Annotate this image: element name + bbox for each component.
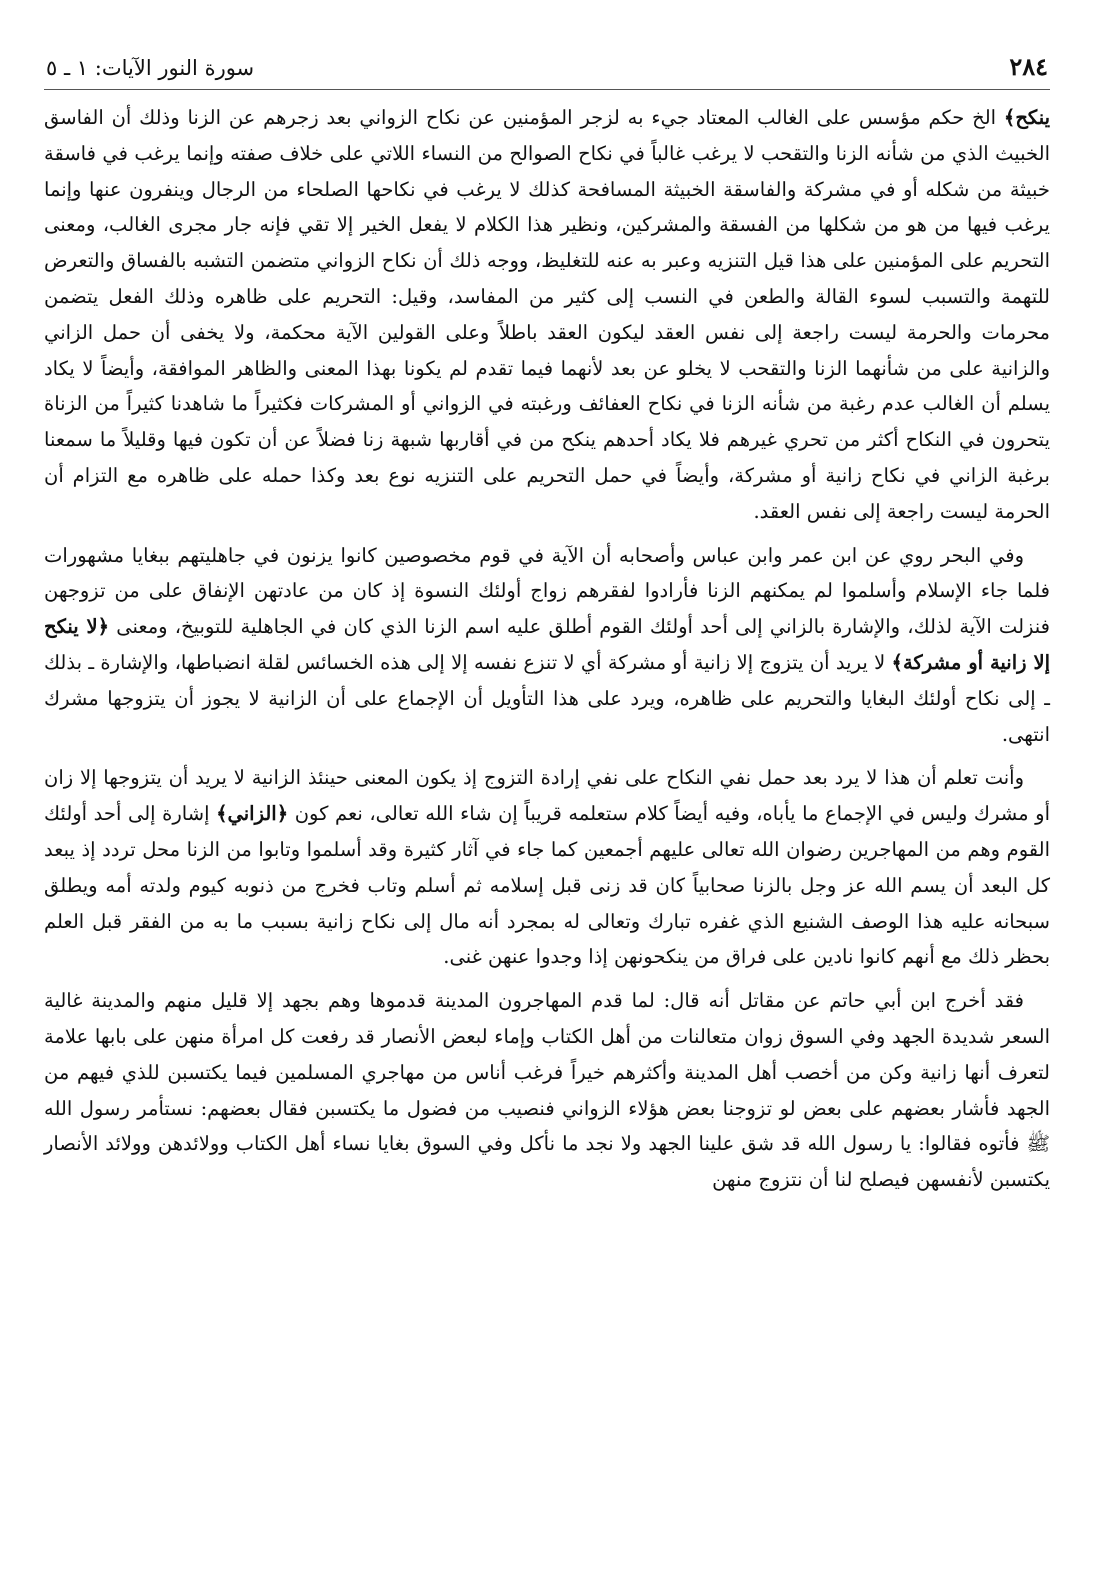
paragraph-text: لا يريد أن يتزوج إلا زانية أو مشركة أي لا تنزع نفسه إلا إلى هذه الخسائس لقلة انضباطها، والإشارة ـ بذلك ـ إلى نكاح أولئك البغايا والتحريم على ظاهره، ويرد على هذا التأويل أن الإجماع على أن الزانية لا يجوز أن يتزوجها مشرك انتهى. (44, 650, 1050, 746)
paragraph-text: وأنت تعلم أن هذا لا يرد بعد حمل نفي النكاح على نفي إرادة التزوج إذ يكون المعنى حينئذ الزانية لا يريد أن يتزوجها إلا زان أو مشرك وليس في الإجماع ما يأباه، وفيه أيضاً كلام ستعلمه قريباً إن شاء الله تعالى، نعم كون (44, 766, 1050, 826)
paragraph-3 (44, 760, 1050, 975)
paragraph-text: وفي البحر روي عن ابن عمر وابن عباس وأصحابه أن الآية في قوم مخصوصين كانوا يزنون في جاهليتهم ببغايا مشهورات فلما جاء الإسلام وأسلموا لم يمكنهم الزنا فأرادوا لفقرهم زواج أولئك النسوة إذ كان من عادتهن الإنفاق على من تزوجهن فنزلت الآية لذلك، والإشارة بالزاني إلى أحد أولئك القوم أطلق عليه اسم الزنا الذي كان في الجاهلية للتوبيخ، ومعنى (44, 543, 1050, 639)
quran-quote: ﴿لا ينكح إلا زانية أو مشركة﴾ (44, 615, 1050, 674)
page-number: ٢٨٤ (1009, 52, 1048, 81)
quran-quote: ﴿الزاني﴾ (216, 802, 289, 826)
salutation-glyph: ﷺ (1026, 1132, 1050, 1156)
paragraph-4 (44, 983, 1050, 1198)
body-text (44, 100, 1050, 1198)
paragraph-2 (44, 538, 1050, 753)
running-title: سورة النور الآيات: ١ ـ ٥ (46, 56, 255, 80)
paragraph-text: فأتوه فقالوا: يا رسول الله قد شق علينا الجهد ولا نجد ما نأكل وفي السوق بغايا نساء أهل الكتاب وولائدهن وولائد الأنصار يكتسبن لأنفسهن فيصلح لنا أن نتزوج منهن (44, 1132, 1050, 1192)
paragraph-1 (44, 100, 1050, 530)
quran-fragment: ينكح﴾ (1003, 106, 1050, 129)
running-header (44, 52, 1050, 90)
paragraph-text: فقد أخرج ابن أبي حاتم عن مقاتل أنه قال: لما قدم المهاجرون المدينة قدموها وهم بجهد إلا قليل منهم والمدينة غالية السعر شديدة الجهد وفي السوق زوان متعالنات من أهل الكتاب وإماء لبعض الأنصار قد رفعت كل امرأة منهن على بابها علامة لتعرف أنها زانية وكن من أخصب أهل المدينة وأكثرهم خيراً فرغب أناس من مهاجري المسلمين فيما يكتسبن للذي فيهم من الجهد فأشار بعضهم على بعض لو تزوجنا بعض هؤلاء الزواني فنصيب من فضول ما يكتسبن فقال بعضهم: نستأمر رسول الله (44, 989, 1050, 1120)
paragraph-text: الخ حكم مؤسس على الغالب المعتاد جيء به لزجر المؤمنين عن نكاح الزواني بعد زجرهم عن الزنا وذلك أن الفاسق الخبيث الذي من شأنه الزنا والتقحب لا يرغب غالباً في نكاح الصوالح من النساء اللاتي على خلاف صفته وإنما يرغب في فاسقة خبيثة من شكله أو في مشركة والفاسقة الخبيثة المسافحة كذلك لا يرغب في نكاحها الصلحاء من الرجال وينفرون عنها وإنما يرغب فيها من هو من شكلها من الفسقة والمشركين، ونظير هذا الكلام لا يفعل الخير إلا تقي فإنه جار مجرى الغالب، ومعنى التحريم على المؤمنين على هذا قيل التنزيه وعبر به عنه للتغليظ، ووجه ذلك أن نكاح الزواني متضمن التشبه بالفساق والتعرض للتهمة والتسبب لسوء القالة والطعن في النسب إلى كثير من المفاسد، وقيل: التحريم على ظاهره وذلك الفعل يتضمن محرمات والحرمة ليست راجعة إلى نفس العقد ليكون العقد باطلاً وعلى القولين الآية محكمة، ولا يخفى أن حمل الزاني والزانية على من شأنهما الزنا والتقحب لا يخلو عن بعد لأنهما فيما تقدم لم يكونا بهذا المعنى والظاهر الموافقة، وأيضاً لا يكاد يسلم أن الغالب عدم رغبة من شأنه الزنا في نكاح العفائف ورغبته في الزواني أو المشركات فكثيراً ما شاهدنا كثيراً من الزناة يتحرون في النكاح أكثر من تحري غيرهم فلا يكاد أحدهم ينكح من في أقاربها شبهة زنا فضلاً عن أن تكون فيها وقليلاً ما سمعنا برغبة الزاني في نكاح زانية أو مشركة، وأيضاً في حمل التحريم على التنزيه نوع بعد وكذا حمله على ظاهره مع التزام أن الحرمة ليست راجعة إلى نفس العقد. (44, 106, 1050, 523)
paragraph-text: إشارة إلى أحد أولئك القوم وهم من المهاجرين رضوان الله تعالى عليهم أجمعين كما جاء في آثار كثيرة وقد أسلموا وتابوا من الزنا محل تردد إذ يبعد كل البعد أن يسم الله عز وجل بالزنا صحابياً كان قد زنى قبل إسلامه ثم أسلم وتاب فخرج من ذنوبه كيوم ولدته أمه ويطلق سبحانه عليه هذا الوصف الشنيع الذي غفره تبارك وتعالى له بمجرد أنه مال إلى نكاح زانية بسبب ما به من الفقر قبل العلم بحظر ذلك مع أنهم كانوا نادين على فراق من ينكحونهن إذا وجدوا عنهن غنى. (44, 802, 1050, 969)
